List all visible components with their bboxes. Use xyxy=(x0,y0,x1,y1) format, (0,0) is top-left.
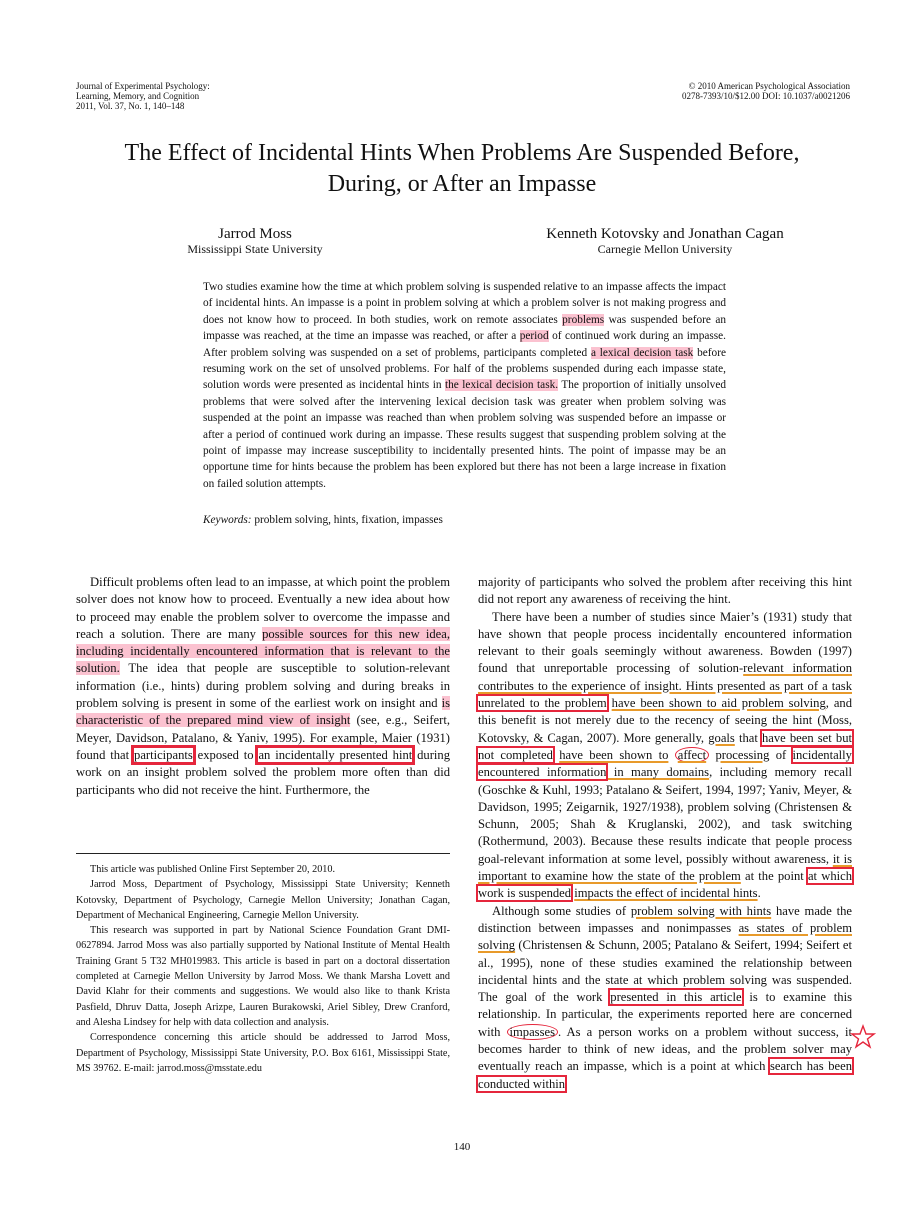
paragraph xyxy=(478,609,852,903)
abstract-text: The proportion of initially unsolved problems that were solved after the intervening lexical decision task was greater when problem solving was suspended at the point an impasse was reached than when problem solving was suspended before an impasse or after a period of continued work during an impasse. These results suggest that suspending problem solving at the point of impasse may increase susceptibility to incidentally presented hints. The point of impasse may be an opportune time for hints because the problem has been explored but there has not been a large increase in fixation on failed solution attempts. xyxy=(203,379,726,490)
underline-annotation: problem solving with hints xyxy=(630,903,772,918)
boxed-annotation: presented in this article xyxy=(610,990,742,1005)
underline-annotation: have been shown to aid problem solving xyxy=(611,696,826,711)
circled-annotation: affect xyxy=(675,747,709,763)
circled-annotation: impasses xyxy=(507,1024,558,1040)
journal-info xyxy=(76,81,210,111)
footnote-affiliations: Jarrod Moss, Department of Psychology, Mississippi State University; Kenneth Kotovsky, Department of Psychology, Carnegie Mellon University; Jonathan Cagan, Department of Mechanical Engineering, Carnegie Mellon University. xyxy=(76,879,450,921)
body-text: have made the distinction between impasses and nonimpasses xyxy=(478,903,852,935)
footnotes xyxy=(76,862,450,1076)
journal-volume: 2011, Vol. 37, No. 1, 140–148 xyxy=(76,101,185,111)
highlight: the lexical decision task. xyxy=(444,379,559,392)
body-text: The idea that people are susceptible to solution-relevant information (i.e., hints) during problem solving and during breaks in problem solving is present in some of the earliest work on insight and xyxy=(76,661,450,711)
journal-name-line2: Learning, Memory, and Cognition xyxy=(76,91,200,101)
boxed-annotation: incidentally encountered information xyxy=(478,747,852,780)
footnote-correspondence: Correspondence concerning this article should be addressed to Jarrod Moss, Department of Psychology, Mississippi State University, P.O. Box 6161, Mississippi State, MS 39762. E-mail: jarrod.moss@msstate.edu xyxy=(76,1032,450,1074)
body-text: , and this benefit is not merely due to the recency of seeing the hint (Moss, Kotovsky, & Cagan, 2007). More generally, xyxy=(478,696,853,745)
abstract-text: before resuming work on the set of unsolved problems. For half of the problems suspended during each impasse state, solution words were presented as incidental hints in xyxy=(203,346,726,392)
body-text: is to examine this relationship. In particular, the experiments reported here are concerned with xyxy=(478,990,852,1039)
journal-name-line1: Journal of Experimental Psychology: xyxy=(76,81,210,91)
boxed-annotation: at which work is suspended xyxy=(478,869,852,901)
paper-title xyxy=(60,138,864,200)
boxed-annotation: search has been conducted within xyxy=(478,1059,852,1091)
body-text: (Christensen & Schunn, 2005; Patalano & Seifert, 1994; Seifert et al., 1995), none of these studies examined the relationship between incidental hints and the state at which problem solving was suspended. The goal of the work xyxy=(478,938,852,1005)
author-name: Jarrod Moss xyxy=(218,226,292,242)
boxed-annotation: participants xyxy=(134,747,193,762)
abstract xyxy=(203,279,726,492)
underline-annotation: processing xyxy=(715,747,770,762)
body-text: exposed to xyxy=(192,747,259,762)
highlight: is characteristic of the prepared mind view of insight xyxy=(76,696,450,728)
body-text: of xyxy=(769,747,793,762)
underline-annotation: it is important to examine how the state of the problem xyxy=(478,851,852,884)
copyright-info xyxy=(682,81,850,101)
author-name: Kenneth Kotovsky and Jonathan Cagan xyxy=(546,226,784,242)
underline-annotation: as states of problem solving xyxy=(478,920,852,953)
highlight: problems xyxy=(562,313,605,326)
underline-annotation: goals xyxy=(708,730,735,745)
author-affiliation: Mississippi State University xyxy=(187,242,323,256)
abstract-text: was suspended before an impasse was reached, at the time an impasse was reached, or after a xyxy=(203,313,726,343)
footnote-divider xyxy=(76,853,450,854)
body-text: . xyxy=(757,886,761,901)
keywords-text: problem solving, hints, fixation, impasses xyxy=(251,514,443,526)
keywords-label: Keywords: xyxy=(203,514,252,526)
underline-annotation: have been shown to xyxy=(559,747,669,762)
author-affiliation: Carnegie Mellon University xyxy=(597,242,733,256)
left-column xyxy=(76,574,450,799)
highlight: period xyxy=(519,330,549,343)
paragraph xyxy=(478,903,852,1093)
body-text: during work on an insight problem solved the problem more often than did participants who did not receive the hint. Furthermore, the xyxy=(76,747,450,797)
boxed-annotation: unrelated to the problem xyxy=(478,696,607,711)
paragraph: majority of participants who solved the problem after receiving this hint did not report any awareness of receiving the hint. xyxy=(478,575,852,607)
body-text: Difficult problems often lead to an impasse, at which point the problem solver does not know how to proceed. Eventually a new idea about how to proceed may enable the problem solver to overcome the impasse and reach a solution. There are many xyxy=(76,575,451,641)
boxed-annotation: an incidentally presented hint xyxy=(258,747,413,762)
body-text: . As a person works on a problem without success, it becomes harder to think of new ideas, and the problem solver may eventually reach an impasse, which is a point at which xyxy=(478,1024,852,1074)
title-line1: The Effect of Incidental Hints When Problems Are Suspended Before, xyxy=(124,140,800,166)
body-text: that xyxy=(734,730,762,745)
author-block-2 xyxy=(515,226,815,256)
copyright-line: © 2010 American Psychological Association xyxy=(688,81,850,91)
underline-annotation: in many domains xyxy=(606,765,710,780)
abstract-text: Two studies examine how the time at which problem solving is suspended relative to an impasse affects the impact of incidental hints. An impasse is a point in problem solving at which a problem solver is not making progress and does not know how to proceed. In both studies, work on remote associates xyxy=(203,281,726,326)
highlight: possible sources for this new idea, including incidentally encountered information that is relevant to the solution. xyxy=(76,626,450,676)
page-number: 140 xyxy=(453,1141,471,1153)
author-block-1 xyxy=(160,226,350,256)
body-text: (see, e.g., Seifert, Meyer, Davidson, Patalano, & Yaniv, 1995). For example, Maier (1931) found that xyxy=(76,713,450,762)
body-text: at the point xyxy=(740,869,808,884)
abstract-text: of continued work during an impasse. After problem solving was suspended on a set of problems, participants completed xyxy=(203,330,726,359)
footnote-funding: This research was supported in part by National Science Foundation Grant DMI-0627894. Jarrod Moss was also partially supported by National Institute of Mental Health Training Grant 5 T32 MH019983. This article is based in part on a doctoral dissertation completed at Carnegie Mellon University by Jarrod Moss. We thank Marsha Lovett and David Klahr for their comments and suggestions. We would also like to thank Krista Pasfield, Dhruv Datta, Joseph Arizpe, Lauren Burakowski, Ariel Sibley, Drew Cranford, and Alesha Lindsey for help with data collection and analysis. xyxy=(76,925,450,1028)
doi-line: 0278-7393/10/$12.00 DOI: 10.1037/a0021206 xyxy=(682,91,850,101)
underline-annotation: relevant information contributes to the experience of insight. Hints presented as part of a task xyxy=(478,661,852,693)
footnote-published: This article was published Online First September 20, 2010. xyxy=(90,864,336,875)
underline-annotation: impacts the effect of incidental hints xyxy=(574,886,758,901)
right-column xyxy=(478,574,852,1093)
body-text: , including memory recall (Goschke & Kuhl, 1993; Patalano & Seifert, 1994, 1997; Yaniv, Meyer, & Davidson, 1995; Zeigarnik, 1927/1938), problem solving (Christensen & Schunn, 2005; Shah & Kruglanski, 2002), and task switching (Rothermund, 2003). Because these results indicate that people process goal-relevant information at some level, possibly without awareness, xyxy=(478,765,852,866)
boxed-annotation: have been set but not completed xyxy=(478,730,852,762)
paragraph xyxy=(76,574,450,799)
body-text: There have been a number of studies since Maier’s (1931) study that have shown that people process incidentally encountered information relevant to their goals seemingly without awareness. Bowden (1997) found that unreportable processing of solution- xyxy=(478,609,852,676)
highlight: a lexical decision task xyxy=(590,346,694,359)
star-annotation-icon xyxy=(850,1024,876,1050)
body-text: Although some studies of xyxy=(492,903,631,918)
keywords xyxy=(203,512,726,528)
title-line2: During, or After an Impasse xyxy=(327,171,597,197)
